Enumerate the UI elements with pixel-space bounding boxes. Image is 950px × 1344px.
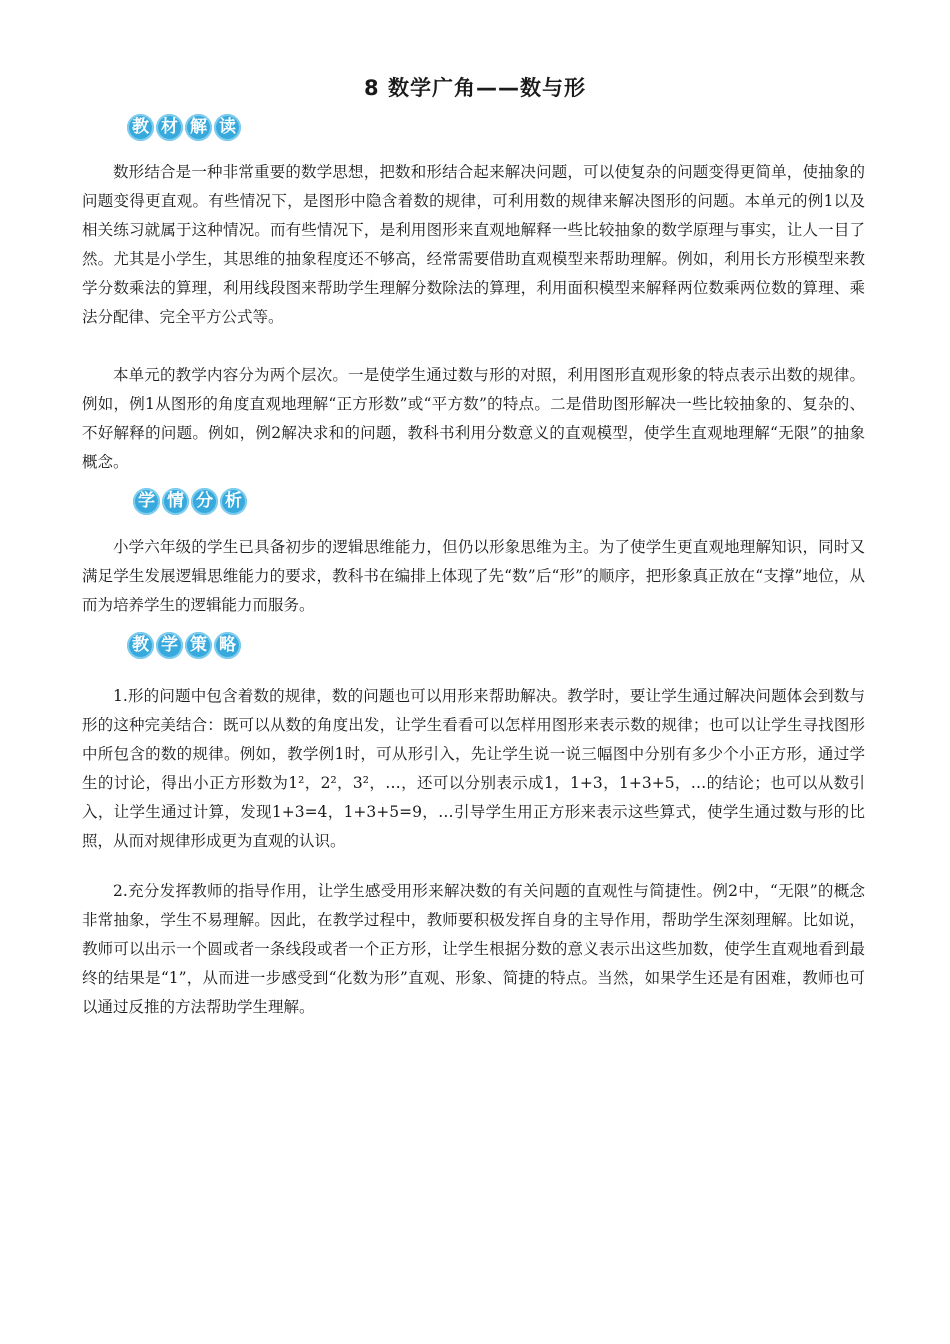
- heading-char: 情: [162, 488, 189, 515]
- heading-char: 学: [156, 632, 183, 659]
- page-title: 8 数学广角——数与形: [364, 76, 586, 100]
- heading-char: 策: [185, 632, 212, 659]
- heading-char: 材: [156, 114, 183, 141]
- paragraph: 2.充分发挥教师的指导作用，让学生感受用形来解决数的有关问题的直观性与简捷性。例2中，“无限”的概念非常抽象，学生不易理解。因此，在教学过程中，教师要积极发挥自身的主导作用，帮助学生深刻理解。比如说，教师可以出示一个圆或者一条线段或者一个正方形，让学生根据分数的意义表示出这些加数，使学生直观地看到最终的结果是“1”，从而进一步感受到“化数为形”直观、形象、简捷的特点。当然，如果学生还是有困难，教师也可以通过反推的方法帮助学生理解。: [82, 882, 865, 1016]
- section-heading-student-analysis: [133, 488, 247, 515]
- heading-char: 教: [127, 114, 154, 141]
- heading-char: 析: [220, 488, 247, 515]
- section-heading-teaching-strategy: [127, 632, 241, 659]
- heading-char: 学: [133, 488, 160, 515]
- heading-char: 略: [214, 632, 241, 659]
- section-heading-textbook-reading: [127, 114, 241, 141]
- heading-char: 读: [214, 114, 241, 141]
- heading-char: 教: [127, 632, 154, 659]
- heading-char: 解: [185, 114, 212, 141]
- paragraph: 1.形的问题中包含着数的规律，数的问题也可以用形来帮助解决。教学时，要让学生通过解决问题体会到数与形的这种完美结合：既可以从数的角度出发，让学生看看可以怎样用图形来表示数的规律；也可以让学生寻找图形中所包含的数的规律。例如，教学例1时，可从形引入，先让学生说一说三幅图中分别有多少个小正方形，通过学生的讨论，得出小正方形数为1²，2²，3²，…，还可以分别表示成1，1+3，1+3+5，…的结论；也可以从数引入，让学生通过计算，发现1+3=4，1+3+5=9，…引导学生用正方形来表示这些算式，使学生通过数与形的比照，从而对规律形成更为直观的认识。: [82, 687, 865, 850]
- heading-char: 分: [191, 488, 218, 515]
- paragraph: 小学六年级的学生已具备初步的逻辑思维能力，但仍以形象思维为主。为了使学生更直观地理解知识，同时又满足学生发展逻辑思维能力的要求，教科书在编排上体现了先“数”后“形”的顺序，把形象真正放在“支撑”地位，从而为培养学生的逻辑能力而服务。: [82, 538, 865, 614]
- paragraph: 本单元的教学内容分为两个层次。一是使学生通过数与形的对照，利用图形直观形象的特点表示出数的规律。例如，例1从图形的角度直观地理解“正方形数”或“平方数”的特点。二是借助图形解决一些比较抽象的、复杂的、不好解释的问题。例如，例2解决求和的问题，教科书利用分数意义的直观模型，使学生直观地理解“无限”的抽象概念。: [82, 366, 865, 471]
- paragraph: 数形结合是一种非常重要的数学思想，把数和形结合起来解决问题，可以使复杂的问题变得更简单，使抽象的问题变得更直观。有些情况下，是图形中隐含着数的规律，可利用数的规律来解决图形的问题。本单元的例1以及相关练习就属于这种情况。而有些情况下，是利用图形来直观地解释一些比较抽象的数学原理与事实，让人一目了然。尤其是小学生，其思维的抽象程度还不够高，经常需要借助直观模型来帮助理解。例如，利用长方形模型来教学分数乘法的算理，利用线段图来帮助学生理解分数除法的算理，利用面积模型来解释两位数乘两位数的算理、乘法分配律、完全平方公式等。: [82, 163, 865, 326]
